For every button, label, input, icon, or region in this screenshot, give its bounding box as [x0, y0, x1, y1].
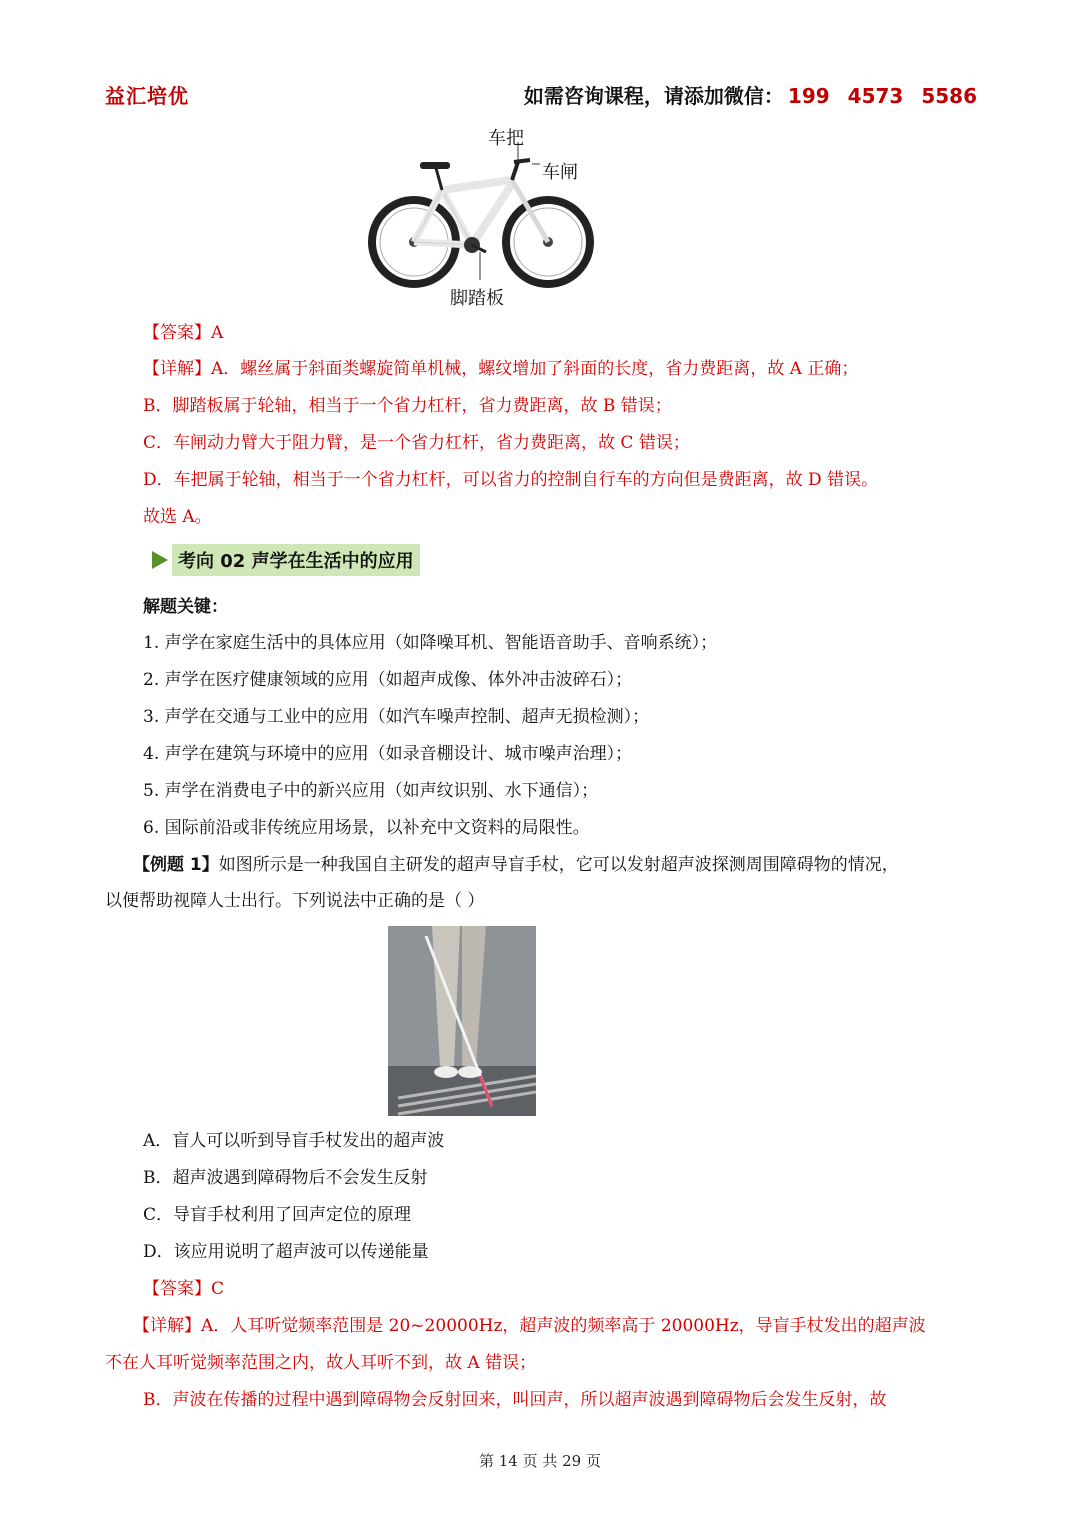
detail-line-a: [143, 358, 858, 380]
key-point-item: 2. 声学在医疗健康领域的应用（如超声成像、体外冲击波碎石）；: [143, 670, 633, 690]
detail-text: A．螺丝属于斜面类螺旋简单机械，螺纹增加了斜面的长度，省力费距离，故 A 正确；: [211, 359, 859, 379]
play-arrow-icon: [152, 551, 168, 569]
example-stem-text: 如图所示是一种我国自主研发的超声导盲手杖，它可以发射超声波探测周围障碍物的情况，: [218, 855, 899, 875]
detail-conclusion: 故选 A。: [143, 507, 212, 527]
phone-part: 5586: [921, 84, 977, 108]
example-tag: 【例题 1】: [133, 855, 219, 875]
detail-text: A．人耳听觉频率范围是 20~20000Hz，超声波的频率高于 20000Hz，导盲手杖发出的超声波: [201, 1316, 926, 1336]
detail-tag: 【详解】: [133, 1316, 201, 1336]
key-point-item: 1. 声学在家庭生活中的具体应用（如降噪耳机、智能语音助手、音响系统）；: [143, 633, 718, 653]
phone-part: 4573: [847, 84, 904, 108]
key-point-item: 6. 国际前沿或非传统应用场景，以补充中文资料的局限性。: [143, 818, 590, 838]
option-b: B．超声波遇到障碍物后不会发生反射: [143, 1168, 428, 1188]
key-point-item: 4. 声学在建筑与环境中的应用（如录音棚设计、城市噪声治理）；: [143, 744, 633, 764]
key-points-heading: 解题关键：: [143, 597, 228, 617]
example-detail-b: B．声波在传播的过程中遇到障碍物会反射回来，叫回声，所以超声波遇到障碍物后会发生反射，故: [143, 1390, 887, 1410]
example-detail-a1: [133, 1315, 926, 1337]
label-brake: 车闸: [542, 162, 578, 183]
page-number-footer: 第 14 页 共 29 页: [478, 1452, 601, 1470]
option-a: A．盲人可以听到导盲手杖发出的超声波: [143, 1131, 445, 1151]
brand-name: 益汇培优: [105, 84, 189, 108]
label-pedal: 脚踏板: [450, 288, 504, 309]
answer-line-prev: [143, 322, 223, 344]
label-handlebar: 车把: [488, 128, 524, 149]
option-c: C．导盲手杖利用了回声定位的原理: [143, 1205, 412, 1225]
bicycle-figure: [362, 120, 622, 310]
detail-line-c: C．车闸动力臂大于阻力臂，是一个省力杠杆，省力费距离，故 C 错误；: [143, 433, 690, 453]
option-d: D．该应用说明了超声波可以传递能量: [143, 1242, 429, 1262]
answer-line-example: [143, 1278, 224, 1300]
answer-value: A: [211, 323, 224, 343]
detail-line-d: D．车把属于轮轴，相当于一个省力杠杆，可以省力的控制自行车的方向但是费距离，故 D 错误。: [143, 470, 879, 490]
example-detail-a2: 不在人耳听觉频率范围之内，故人耳听不到，故 A 错误；: [105, 1353, 537, 1373]
section-heading: [152, 545, 420, 575]
guide-cane-photo: [388, 926, 536, 1116]
answer-tag: 【答案】: [143, 323, 211, 343]
detail-tag: 【详解】: [143, 359, 211, 379]
answer-value: C: [211, 1279, 225, 1299]
answer-tag: 【答案】: [143, 1279, 211, 1299]
cane-illustration: [388, 926, 536, 1116]
page-header: [0, 80, 1080, 112]
key-point-item: 5. 声学在消费电子中的新兴应用（如声纹识别、水下通信）；: [143, 781, 599, 801]
phone-part: 199: [787, 84, 830, 108]
contact-info: [524, 80, 977, 109]
section-title: 考向 02 声学在生活中的应用: [172, 544, 420, 576]
contact-label: 如需咨询课程，请添加微信：: [523, 84, 784, 108]
detail-line-b: B．脚踏板属于轮轴，相当于一个省力杠杆，省力费距离，故 B 错误；: [143, 396, 672, 416]
key-point-item: 3. 声学在交通与工业中的应用（如汽车噪声控制、超声无损检测）；: [143, 707, 650, 727]
example-stem-line2: 以便帮助视障人士出行。下列说法中正确的是（ ）: [105, 891, 485, 911]
example-stem-line1: [133, 854, 899, 876]
wechat-number: [788, 84, 977, 108]
